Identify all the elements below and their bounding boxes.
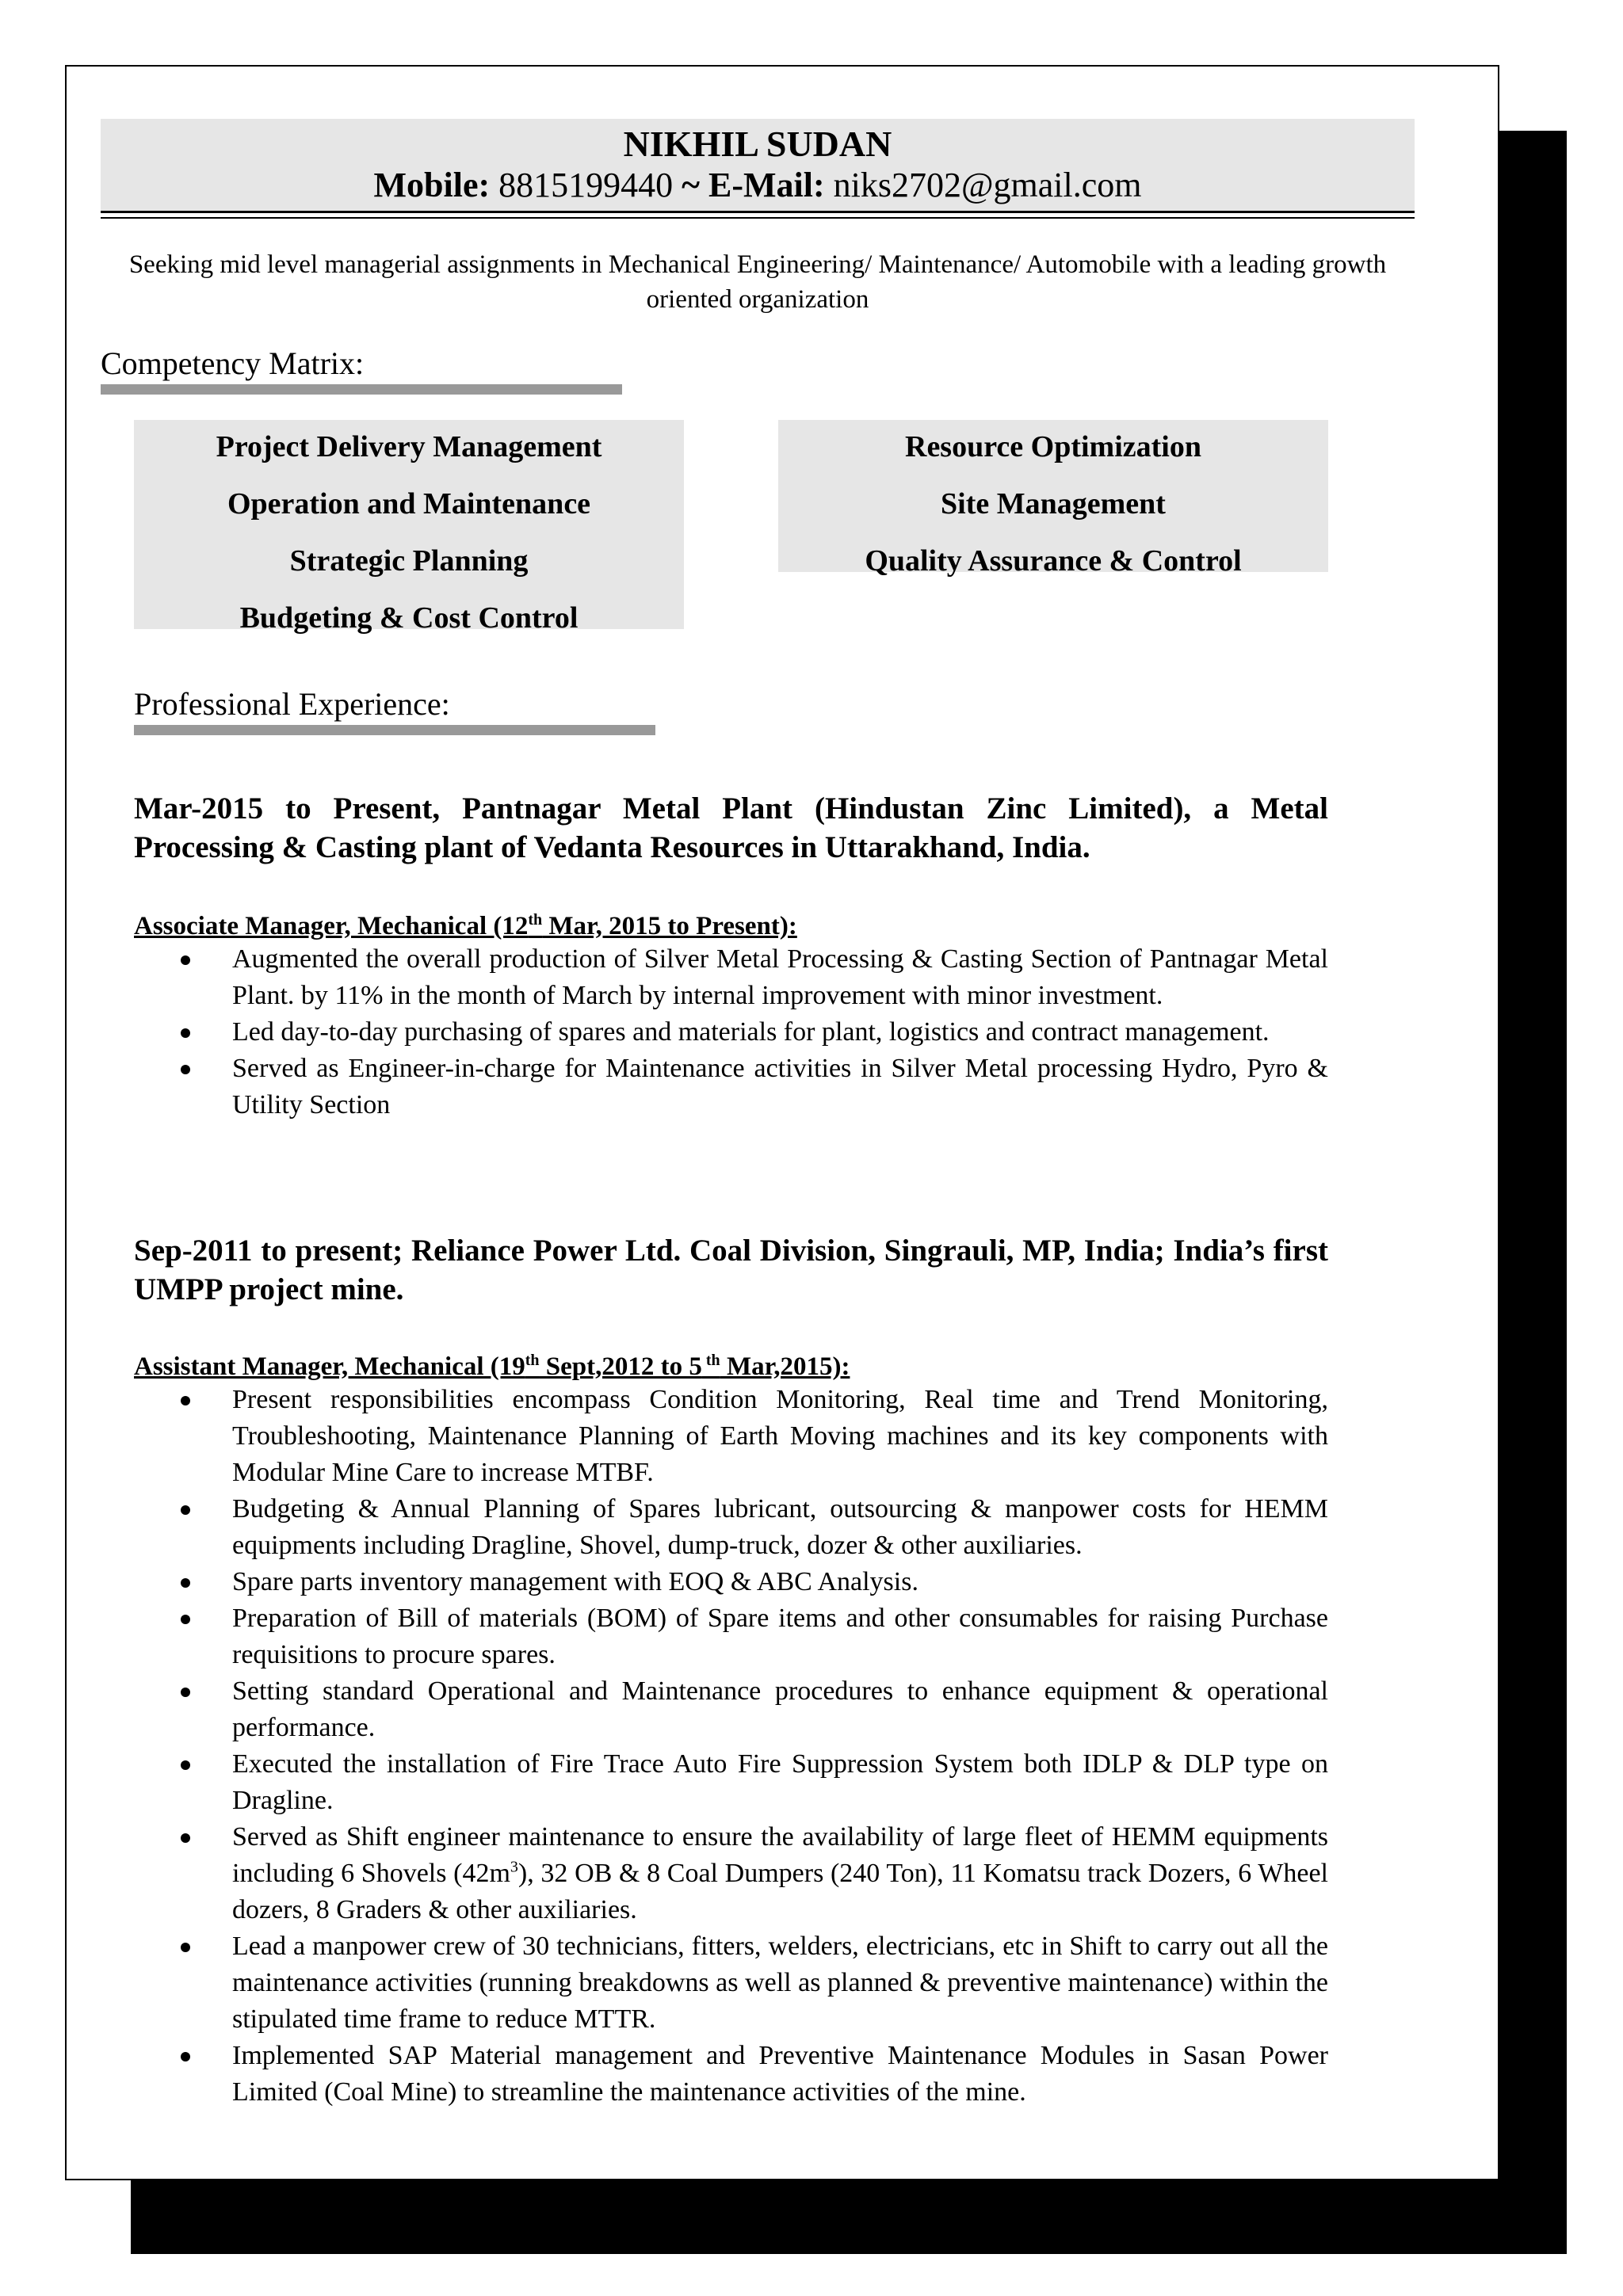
bullet-icon (181, 2052, 190, 2061)
competency-item: Operation and Maintenance (227, 487, 591, 521)
competency-title: Competency Matrix: (101, 345, 365, 381)
job-responsibilities (134, 1382, 1328, 2111)
list-item: Present responsibilities encompass Condition Monitoring, Real time and Trend Monitoring, Troubleshooting, Maintenance Planning of Earth Moving machines and its key components with Modular Mine Care to increase MTBF. (134, 1382, 1328, 1491)
competency-box-right (778, 420, 1328, 578)
experience-title-bar (134, 725, 655, 735)
list-item: Implemented SAP Material management and Preventive Maintenance Modules in Sasan Power Limited (Coal Mine) to streamline the maintenance activities of the mine. (134, 2038, 1328, 2111)
bullet-icon (181, 1065, 190, 1074)
header-rule (101, 211, 1415, 213)
mobile-label: Mobile: (373, 166, 491, 204)
bullet-icon (181, 1396, 190, 1405)
job-heading: Mar-2015 to Present, Pantnagar Metal Plant (Hindustan Zinc Limited), a Metal Processing & Casting plant of Vedanta Resources in Uttarakhand, India. (134, 791, 1328, 864)
list-item: Preparation of Bill of materials (BOM) of Spare items and other consumables for raising Purchase requisitions to procure spares. (134, 1600, 1328, 1673)
competency-item: Budgeting & Cost Control (239, 601, 579, 635)
bullet-icon (181, 1615, 190, 1624)
competency-item: Strategic Planning (289, 544, 529, 578)
list-item: Led day-to-day purchasing of spares and materials for plant, logistics and contract management. (134, 1014, 1328, 1051)
bullet-icon (181, 1833, 190, 1843)
bullet-icon (181, 1943, 190, 1952)
list-item: Lead a manpower crew of 30 technicians, fitters, welders, electricians, etc in Shift to carry out all the maintenance activities (running breakdowns as well as planned & preventive maintenance) within the stipulated time frame to reduce MTTR. (134, 1928, 1328, 2038)
list-item: Spare parts inventory management with EOQ & ABC Analysis. (134, 1564, 1328, 1600)
bullet-icon (181, 1688, 190, 1697)
list-item: Served as Shift engineer maintenance to ensure the availability of large fleet of HEMM equipments including 6 Shovels $(42m^3)$, 32 OB & 8 Coal Dumpers (240 Ton), 11 Komatsu track Dozers, 6 Wheel dozers, 8 Graders & other auxiliaries. (134, 1819, 1328, 1928)
email-label: E-Mail: (708, 166, 825, 204)
competency-item: Site Management (941, 487, 1166, 521)
job-role: Associate Manager, Mechanical (12th Mar, 2015 to Present): (134, 911, 797, 940)
mobile-number: 8815199440 (498, 166, 674, 204)
list-item: Setting standard Operational and Maintenance procedures to enhance equipment & operational performance. (134, 1673, 1328, 1746)
experience-title: Professional Experience: (134, 686, 450, 722)
email-address: niks2702@gmail.com (833, 166, 1142, 204)
competency-item: Project Delivery Management (216, 430, 602, 463)
list-item: Served as Engineer-in-charge for Maintenance activities in Silver Metal processing Hydro, Pyro & Utility Section (134, 1051, 1328, 1123)
competency-title-bar (101, 384, 622, 395)
bullet-icon (181, 1578, 190, 1588)
job-role: Assistant Manager, Mechanical (19th Sept,2012 to 5 $^{th}$ Mar,2015): (134, 1352, 850, 1381)
candidate-name: NIKHIL SUDAN (623, 124, 892, 164)
contact-separator: ~ (682, 166, 701, 204)
bullet-icon (181, 1505, 190, 1515)
list-item: Executed the installation of Fire Trace Auto Fire Suppression System both IDLP & DLP type on Dragline. (134, 1746, 1328, 1819)
resume-page (65, 65, 1499, 2180)
header-rule-thin (101, 217, 1415, 219)
list-item: Augmented the overall production of Silver Metal Processing & Casting Section of Pantnagar Metal Plant. by 11% in the month of March by internal improvement with minor investment. (134, 941, 1328, 1014)
bullet-icon (181, 955, 190, 965)
contact-line (101, 165, 1415, 206)
bullet-icon (181, 1760, 190, 1770)
competency-box-left (134, 420, 684, 635)
job-heading: Sep-2011 to present; Reliance Power Ltd. Coal Division, Singrauli, MP, India; India’s first UMPP project mine. (134, 1234, 1328, 1306)
career-objective: Seeking mid level managerial assignments in Mechanical Engineering/ Maintenance/ Automobile with a leading growth oriented organization (128, 250, 1387, 314)
list-item: Budgeting & Annual Planning of Spares lubricant, outsourcing & manpower costs for HEMM equipments including Dragline, Shovel, dump-truck, dozer & other auxiliaries. (134, 1491, 1328, 1564)
bullet-icon (181, 1028, 190, 1038)
competency-item: Quality Assurance & Control (865, 544, 1242, 578)
job-responsibilities (134, 941, 1328, 1123)
competency-item: Resource Optimization (905, 430, 1201, 463)
